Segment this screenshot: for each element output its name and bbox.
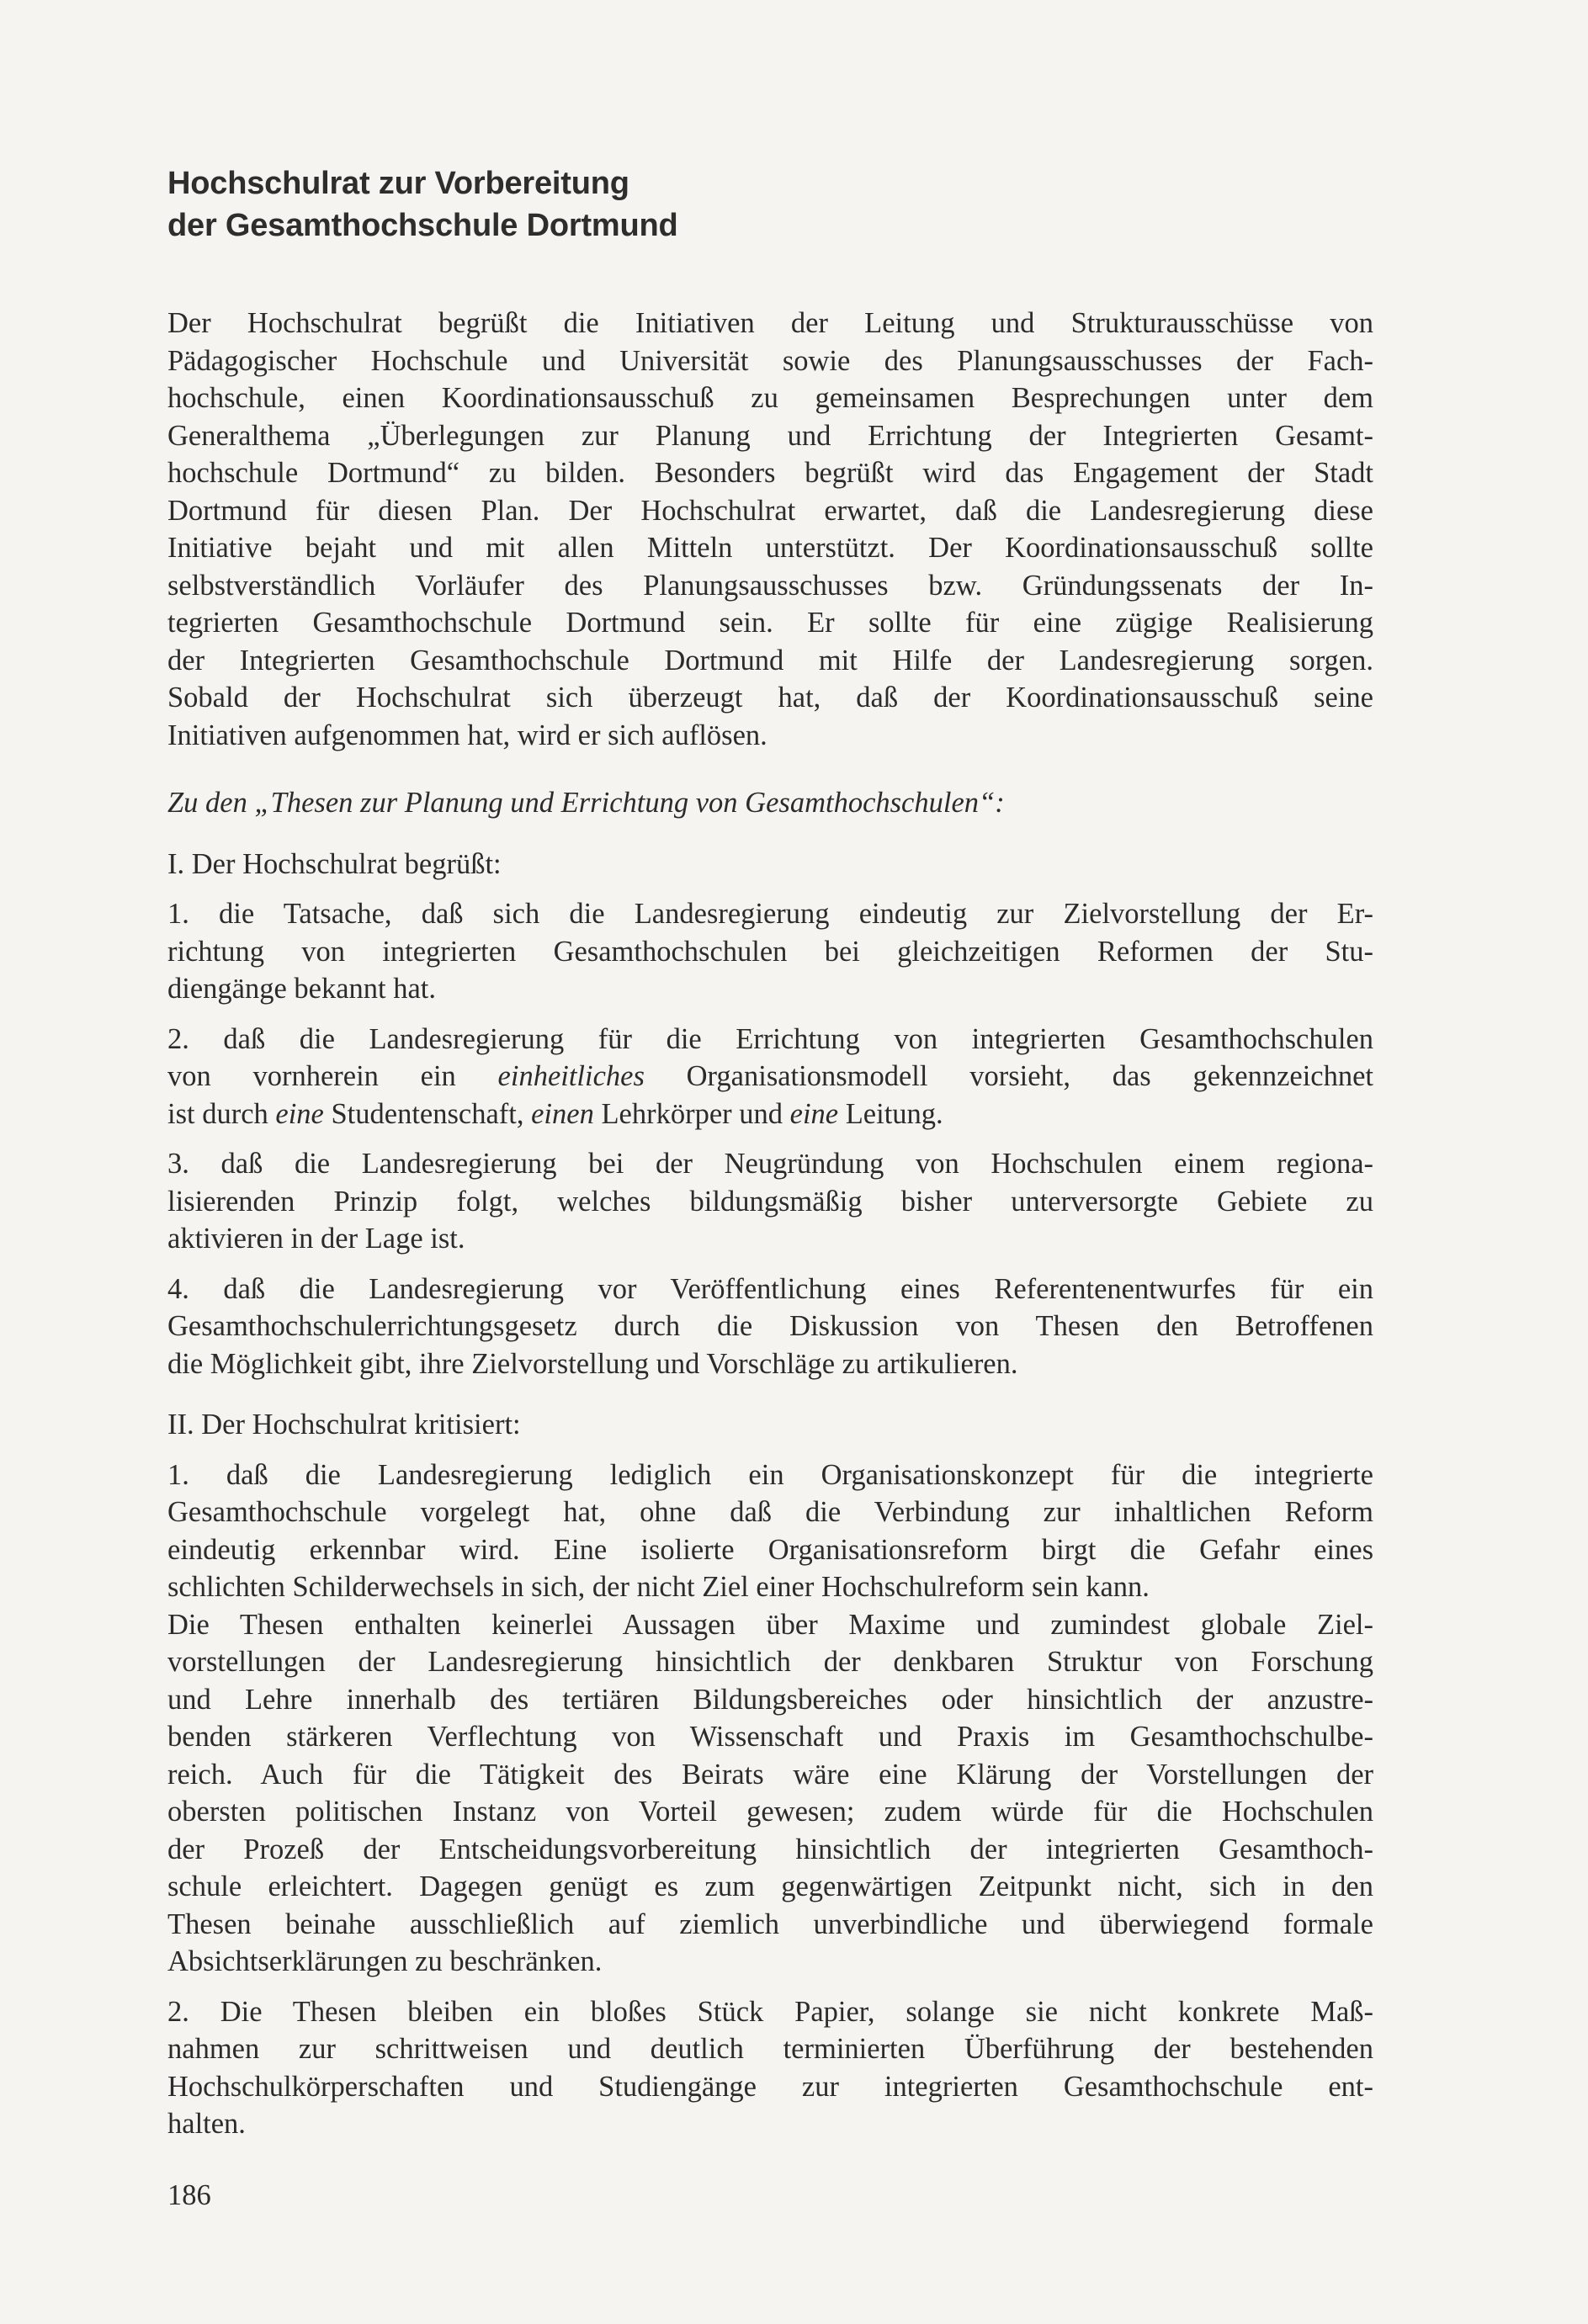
text-line: 4. daß die Landesregierung vor Veröffentlichung eines Referentenentwurfes für ein <box>167 1272 1373 1305</box>
text-line: halten. <box>167 2108 246 2140</box>
text-line: Initiative bejaht und mit allen Mitteln unterstützt. Der Koordinationsausschuß sollte <box>167 532 1373 564</box>
section-2-item-1 <box>167 1456 1373 1981</box>
text-line: 1. daß die Landesregierung lediglich ein Organisationskonzept für die integrierte <box>167 1458 1373 1491</box>
text-line: 1. die Tatsache, daß sich die Landesregierung eindeutig zur Zielvorstellung der Er- <box>167 898 1373 930</box>
text-line: Gesamthochschule vorgelegt hat, ohne daß die Verbindung zur inhaltlichen Reform <box>167 1496 1373 1528</box>
text-line: Dortmund für diesen Plan. Der Hochschulrat erwartet, daß die Landesregierung diese <box>167 494 1373 527</box>
text-line: Hochschulkörperschaften und Studiengänge zur integrierten Gesamthochschule ent- <box>167 2070 1373 2103</box>
section-1-heading: I. Der Hochschulrat begrüßt: <box>167 847 502 880</box>
text-line: nahmen zur schrittweisen und deutlich terminierten Überführung der bestehenden <box>167 2033 1373 2065</box>
text-line: Initiativen aufgenommen hat, wird er sich auflösen. <box>167 719 767 751</box>
text-line: Pädagogischer Hochschule und Universität sowie des Planungsausschusses der Fach- <box>167 344 1373 377</box>
text-line: diengänge bekannt hat. <box>167 973 437 1005</box>
section-1-item-2 <box>167 1021 1373 1133</box>
emphasis: eine <box>275 1097 324 1130</box>
section-2-heading: II. Der Hochschulrat kritisiert: <box>167 1409 521 1441</box>
text-line: vorstellungen der Landesregierung hinsichtlich der denkbaren Struktur von Forschung <box>167 1646 1373 1678</box>
page-title <box>167 162 1261 247</box>
text-line: 2. Die Thesen bleiben ein bloßes Stück Papier, solange sie nicht konkrete Maß- <box>167 1995 1373 2028</box>
text-line: Die Thesen enthalten keinerlei Aussagen über Maxime und zumindest globale Ziel- <box>167 1608 1373 1641</box>
text-line: 3. daß die Landesregierung bei der Neugründung von Hochschulen einem regiona- <box>167 1148 1373 1180</box>
text-line: Absichtserklärungen zu beschränken. <box>167 1945 603 1977</box>
text-line: von vornherein ein einheitliches Organisationsmodell vorsieht, das gekennzeichnet <box>167 1060 1373 1092</box>
text-line: Gesamthochschulerrichtungsgesetz durch die Diskussion von Thesen den Betroffenen <box>167 1310 1373 1342</box>
text-line: reich. Auch für die Tätigkeit des Beirats wäre eine Klärung der Vorstellungen der <box>167 1758 1373 1791</box>
text-line: aktivieren in der Lage ist. <box>167 1223 465 1255</box>
text-line: der Prozeß der Entscheidungsvorbereitung hinsichtlich der integrierten Gesamthoch- <box>167 1833 1373 1865</box>
section-1-item-1 <box>167 895 1373 1008</box>
text-line: schlichten Schilderwechsels in sich, der nicht Ziel einer Hochschulreform sein kann. <box>167 1571 1150 1603</box>
text-line: benden stärkeren Verflechtung von Wissenschaft und Praxis im Gesamthochschulbe- <box>167 1721 1373 1753</box>
subheading: Zu den „Thesen zur Planung und Errichtung von Gesamthochschulen“: <box>167 787 1005 819</box>
text-line: richtung von integrierten Gesamthochschulen bei gleichzeitigen Reformen der Stu- <box>167 935 1373 968</box>
section-2-item-2 <box>167 1993 1373 2143</box>
emphasis: einen <box>531 1097 594 1130</box>
section-1-item-3 <box>167 1145 1373 1258</box>
text-line: 2. daß die Landesregierung für die Errichtung von integrierten Gesamthochschulen <box>167 1022 1373 1055</box>
text-line: Sobald der Hochschulrat sich überzeugt hat, daß der Koordinationsausschuß seine <box>167 682 1373 714</box>
text-line: tegrierten Gesamthochschule Dortmund sein. Er sollte für eine zügige Realisierung <box>167 607 1373 639</box>
text-line: schule erleichtert. Dagegen genügt es zum gegenwärtigen Zeitpunkt nicht, sich in den <box>167 1870 1373 1902</box>
body-text <box>167 305 1373 2143</box>
text-line: Thesen beinahe ausschließlich auf ziemlich unverbindliche und überwiegend formale <box>167 1907 1373 1940</box>
title-line-1: Hochschulrat zur Vorbereitung <box>167 166 629 201</box>
text-line: hochschule Dortmund“ zu bilden. Besonders begrüßt wird das Engagement der Stadt <box>167 457 1373 489</box>
text-line: die Möglichkeit gibt, ihre Zielvorstellung und Vorschläge zu artikulieren. <box>167 1347 1018 1380</box>
text-line: eindeutig erkennbar wird. Eine isolierte Organisationsreform birgt die Gefahr eines <box>167 1533 1373 1566</box>
emphasis: einheitliches <box>497 1060 645 1092</box>
text-line: Generalthema „Überlegungen zur Planung und Errichtung der Integrierten Gesamt- <box>167 419 1373 452</box>
intro-paragraph <box>167 305 1373 754</box>
title-line-2: der Gesamthochschule Dortmund <box>167 208 678 243</box>
text-line: lisierenden Prinzip folgt, welches bildungsmäßig bisher unterversorgte Gebiete zu <box>167 1185 1373 1218</box>
section-1-item-4 <box>167 1271 1373 1383</box>
text-line: ist durch eine Studentenschaft, einen Lehrkörper und eine Leitung. <box>167 1097 943 1130</box>
text-line: der Integrierten Gesamthochschule Dortmund mit Hilfe der Landesregierung sorgen. <box>167 644 1373 677</box>
text-line: obersten politischen Instanz von Vorteil gewesen; zudem würde für die Hochschulen <box>167 1796 1373 1828</box>
text-line: selbstverständlich Vorläufer des Planungsausschusses bzw. Gründungssenats der In- <box>167 569 1373 602</box>
text-line: und Lehre innerhalb des tertiären Bildungsbereiches oder hinsichtlich der anzustre- <box>167 1683 1373 1716</box>
text-line: hochschule, einen Koordinationsausschuß zu gemeinsamen Besprechungen unter dem <box>167 382 1373 414</box>
emphasis: eine <box>789 1097 839 1130</box>
page-number: 186 <box>167 2179 211 2211</box>
text-line: Der Hochschulrat begrüßt die Initiativen der Leitung und Strukturausschüsse von <box>167 307 1373 339</box>
